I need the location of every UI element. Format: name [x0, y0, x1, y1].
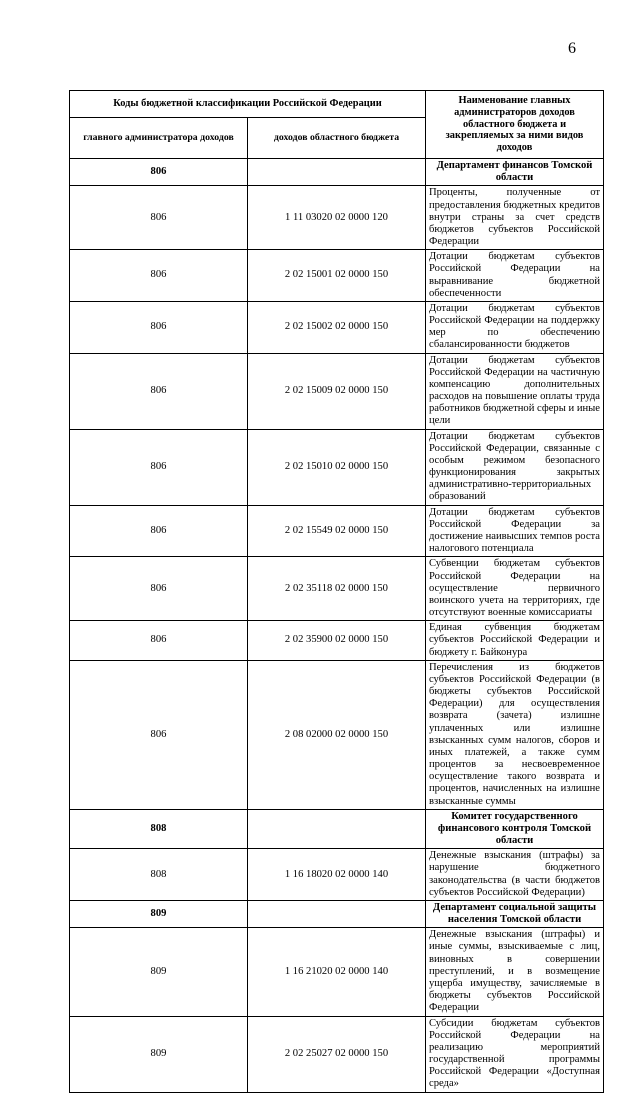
department-row: [70, 159, 604, 186]
income-column-header: доходов областного бюджета: [248, 118, 426, 159]
income-code-cell: 1 11 03020 02 0000 120: [248, 186, 426, 250]
table-row: [70, 1016, 604, 1092]
admin-code-cell: 806: [70, 505, 248, 557]
admin-code-cell: 806: [70, 186, 248, 250]
table-row: [70, 186, 604, 250]
department-name-cell: Департамент финансов Томской области: [426, 159, 604, 186]
admin-code-cell: 806: [70, 557, 248, 621]
income-code-cell: 2 02 35900 02 0000 150: [248, 621, 426, 661]
table-row: [70, 557, 604, 621]
department-name-cell: Комитет государственного финансового контроля Томской области: [426, 809, 604, 849]
income-name-cell: Субсидии бюджетам субъектов Российской Федерации на реализацию мероприятий государственной программы Российской Федерации «Доступная среда»: [426, 1016, 604, 1092]
codes-group-header: Коды бюджетной классификации Российской Федерации: [70, 91, 426, 118]
income-name-cell: Дотации бюджетам субъектов Российской Федерации за достижение наивысших темпов роста налогового потенциала: [426, 505, 604, 557]
admin-column-header: главного администратора доходов: [70, 118, 248, 159]
table-row: [70, 429, 604, 505]
income-code-cell: 1 16 18020 02 0000 140: [248, 849, 426, 901]
table-row: [70, 621, 604, 661]
income-name-cell: Денежные взыскания (штрафы) и иные суммы, взыскиваемые с лиц, виновных в совершении преступлений, и в возмещение ущерба имуществу, зачисляемые в бюджеты субъектов Российской Федерации: [426, 928, 604, 1016]
income-name-cell: Дотации бюджетам субъектов Российской Федерации на частичную компенсацию дополнительных расходов на повышение оплаты труда работников бюджетной сферы и иные цели: [426, 353, 604, 429]
income-code-cell: 2 02 15002 02 0000 150: [248, 301, 426, 353]
income-name-cell: Единая субвенция бюджетам субъектов Российской Федерации и бюджету г. Байконура: [426, 621, 604, 661]
admin-code-cell: 806: [70, 429, 248, 505]
admin-code-cell: 806: [70, 621, 248, 661]
admin-code-cell: 808: [70, 809, 248, 849]
table-body: [70, 159, 604, 1093]
income-code-cell: 2 02 15010 02 0000 150: [248, 429, 426, 505]
income-code-cell: 2 02 15009 02 0000 150: [248, 353, 426, 429]
table-row: [70, 301, 604, 353]
admin-code-cell: 806: [70, 353, 248, 429]
income-code-cell: 2 02 15549 02 0000 150: [248, 505, 426, 557]
income-code-cell: 2 02 15001 02 0000 150: [248, 250, 426, 302]
table-row: [70, 660, 604, 809]
table-row: [70, 353, 604, 429]
name-column-header: Наименование главных администраторов доходов областного бюджета и закрепляемых за ними видов доходов: [426, 91, 604, 159]
income-code-cell: 2 02 25027 02 0000 150: [248, 1016, 426, 1092]
table-row: [70, 505, 604, 557]
table-row: [70, 250, 604, 302]
admin-code-cell: 808: [70, 849, 248, 901]
admin-code-cell: 809: [70, 928, 248, 1016]
income-code-cell: [248, 159, 426, 186]
income-name-cell: Дотации бюджетам субъектов Российской Федерации на поддержку мер по обеспечению сбалансированности бюджетов: [426, 301, 604, 353]
department-name-cell: Департамент социальной защиты населения Томской области: [426, 900, 604, 927]
admin-code-cell: 809: [70, 1016, 248, 1092]
income-code-cell: [248, 809, 426, 849]
table-row: [70, 849, 604, 901]
income-name-cell: Субвенции бюджетам субъектов Российской Федерации на осуществление первичного воинского учета на территориях, где отсутствуют военные комиссариаты: [426, 557, 604, 621]
admin-code-cell: 806: [70, 660, 248, 809]
admin-code-cell: 806: [70, 159, 248, 186]
page-number: 6: [568, 40, 576, 57]
admin-code-cell: 809: [70, 900, 248, 927]
admin-code-cell: 806: [70, 301, 248, 353]
income-name-cell: Дотации бюджетам субъектов Российской Федерации на выравнивание бюджетной обеспеченности: [426, 250, 604, 302]
department-row: [70, 809, 604, 849]
income-code-cell: 2 08 02000 02 0000 150: [248, 660, 426, 809]
income-name-cell: Денежные взыскания (штрафы) за нарушение бюджетного законодательства (в части бюджетов субъектов Российской Федерации): [426, 849, 604, 901]
table-row: [70, 928, 604, 1016]
income-name-cell: Перечисления из бюджетов субъектов Российской Федерации (в бюджеты субъектов Российской Федерации) для осуществления возврата (зачета) излишне уплаченных или излишне взысканных сумм налогов, сборов и иных платежей, а также сумм процентов за несвоевременное осуществление такого возврата и процентов, начисленных на излишне взысканные суммы: [426, 660, 604, 809]
income-name-cell: Дотации бюджетам субъектов Российской Федерации, связанные с особым режимом безопасного функционирования закрытых административно-территориальных образований: [426, 429, 604, 505]
income-name-cell: Проценты, полученные от предоставления бюджетных кредитов внутри страны за счет средств бюджетов субъектов Российской Федерации: [426, 186, 604, 250]
income-code-cell: 2 02 35118 02 0000 150: [248, 557, 426, 621]
budget-codes-table: [69, 90, 604, 1093]
income-code-cell: 1 16 21020 02 0000 140: [248, 928, 426, 1016]
admin-code-cell: 806: [70, 250, 248, 302]
